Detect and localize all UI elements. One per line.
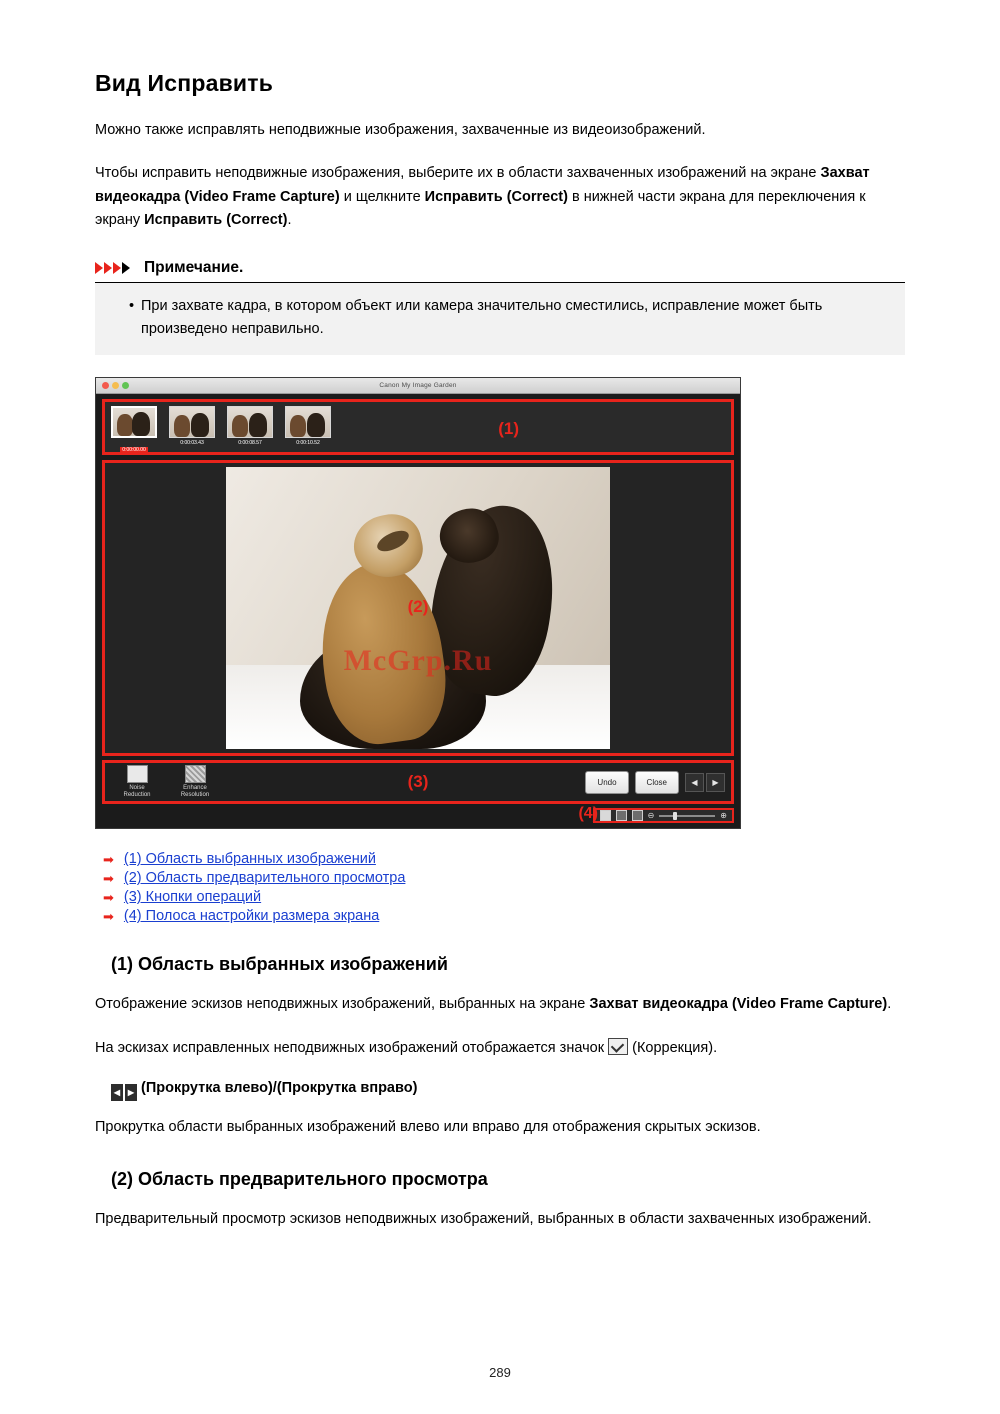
- app-window: [95, 377, 741, 829]
- callout-4: (4): [578, 805, 598, 823]
- enhance-resolution-label-line1: Enhance: [183, 784, 207, 791]
- page-number: 289: [489, 1365, 511, 1380]
- section-1-paragraph-2: [95, 1037, 905, 1060]
- note-title: Примечание.: [144, 258, 244, 276]
- correction-icon: [608, 1038, 628, 1055]
- thumbnail-timecode: 0:00:08.57: [238, 440, 262, 447]
- scroll-buttons-heading: [111, 1080, 905, 1101]
- noise-reduction-label-line2: Reduction: [123, 792, 151, 799]
- callout-3: (3): [407, 772, 429, 792]
- operation-right-group: [585, 771, 725, 794]
- link-row[interactable]: [103, 870, 905, 886]
- scroll-description: Прокрутка области выбранных изображений влево или вправо для отображения скрытых эскизов.: [95, 1118, 761, 1135]
- note-header: [95, 259, 905, 283]
- close-button[interactable]: Close: [635, 771, 679, 794]
- link-preview-area[interactable]: (2) Область предварительного просмотра: [123, 870, 406, 887]
- thumbnail-item[interactable]: [227, 406, 273, 446]
- selected-images-area[interactable]: [102, 399, 734, 455]
- whole-image-view-icon[interactable]: [600, 810, 611, 821]
- zoom-slider[interactable]: [659, 815, 715, 817]
- link-row[interactable]: [103, 889, 905, 905]
- scroll-left-right-icons: [111, 1084, 137, 1101]
- page-title: Вид Исправить: [95, 70, 274, 96]
- scroll-heading-text: (Прокрутка влево)/(Прокрутка вправо): [141, 1080, 418, 1097]
- enhance-resolution-label-line2: Resolution: [180, 792, 210, 799]
- callout-2: (2): [407, 596, 429, 616]
- noise-reduction-icon: [127, 765, 148, 783]
- link-operation-buttons[interactable]: (3) Кнопки операций: [123, 889, 262, 906]
- callout-1: (1): [498, 419, 519, 439]
- section-1-paragraph-1: [95, 993, 905, 1016]
- thumbnail-image: [111, 406, 157, 438]
- s1-p1-part-c: .: [887, 996, 892, 1013]
- zoom-slider-knob[interactable]: [673, 812, 677, 820]
- undo-button[interactable]: Undo: [585, 771, 628, 794]
- preview-area: [102, 460, 734, 756]
- section-1-heading: (1) Область выбранных изображений: [111, 954, 448, 975]
- intro-p2-part-e: в нижней части экрана для переключения к экрану: [95, 188, 866, 229]
- zoom-out-icon[interactable]: ⊖: [647, 810, 655, 820]
- section-2-paragraph-1: Предварительный просмотр эскизов неподвижных изображений, выбранных в области захваченных изображений.: [95, 1211, 872, 1228]
- intro-p2-part-g: .: [287, 212, 292, 229]
- intro-p2-bold-1: Захват видеокадра (Video Frame Capture): [95, 165, 870, 205]
- intro-paragraph-2: [95, 162, 905, 232]
- arrow-bullet-icon: ➡: [103, 870, 114, 886]
- thumbnail-timecode: 0:00:00.00: [122, 447, 146, 454]
- noise-reduction-button[interactable]: [111, 765, 163, 800]
- intro-p2-bold-2: Исправить (Correct): [424, 188, 568, 205]
- split-view-icon[interactable]: [616, 810, 627, 821]
- link-row[interactable]: [103, 908, 905, 924]
- scroll-buttons[interactable]: [685, 773, 725, 792]
- s1-p2-part-b: (Коррекция).: [628, 1039, 718, 1056]
- thumbnail-image: [285, 406, 331, 438]
- arrow-bullet-icon: ➡: [103, 851, 114, 867]
- link-row[interactable]: [103, 851, 905, 867]
- thumbnail-timecode: 0:00:10.52: [296, 440, 320, 447]
- enhance-resolution-icon: [185, 765, 206, 783]
- scroll-right-icon: ▶: [125, 1084, 137, 1101]
- thumbnail-image: [227, 406, 273, 438]
- watermark: McGrp.Ru: [343, 643, 493, 677]
- thumbnail-item[interactable]: [285, 406, 331, 446]
- operation-buttons-area: [102, 760, 734, 804]
- scroll-left-icon[interactable]: ◀: [685, 773, 704, 792]
- zoom-in-icon[interactable]: ⊕: [720, 810, 727, 820]
- thumbnail-item[interactable]: [169, 406, 215, 446]
- display-size-slider-bar[interactable]: [593, 808, 734, 823]
- arrow-bullet-icon: ➡: [103, 889, 114, 905]
- thumbnail-timecode: 0:00:03.43: [180, 440, 204, 447]
- anchor-link-list: [95, 851, 905, 924]
- window-title: Canon My Image Garden: [379, 382, 457, 390]
- note-list: [111, 295, 889, 341]
- thumbnail-item[interactable]: [111, 406, 157, 456]
- intro-p2-bold-3: Исправить (Correct): [144, 212, 288, 229]
- fit-to-window-icon[interactable]: [632, 810, 643, 821]
- intro-p2-part-a: Чтобы исправить неподвижные изображения, выберите их в области захваченных изображений на экране: [95, 165, 821, 182]
- intro-p2-part-c: и щелкните: [339, 188, 425, 205]
- link-selected-images-area[interactable]: (1) Область выбранных изображений: [123, 851, 376, 868]
- arrow-bullet-icon: ➡: [103, 908, 114, 924]
- noise-reduction-label-line1: Noise: [129, 784, 145, 791]
- s1-p1-bold: Захват видеокадра (Video Frame Capture): [589, 996, 888, 1013]
- application-screenshot: [95, 377, 741, 829]
- display-size-row: [102, 807, 734, 824]
- note-body: [95, 283, 905, 355]
- note-arrows-icon: [95, 261, 135, 275]
- link-display-size-bar[interactable]: (4) Полоса настройки размера экрана: [123, 908, 380, 925]
- enhance-resolution-button[interactable]: [169, 765, 221, 800]
- intro-paragraph-1: Можно также исправлять неподвижные изображения, захваченные из видеоизображений.: [95, 122, 706, 138]
- scroll-right-icon[interactable]: ▶: [706, 773, 725, 792]
- s1-p1-part-a: Отображение эскизов неподвижных изображений, выбранных на экране: [95, 996, 590, 1013]
- scroll-left-icon: ◀: [111, 1084, 123, 1101]
- window-titlebar: [96, 378, 740, 394]
- s1-p2-part-a: На эскизах исправленных неподвижных изображений отображается значок: [95, 1039, 609, 1056]
- section-2-heading: (2) Область предварительного просмотра: [111, 1169, 488, 1190]
- note-list-item: • При захвате кадра, в котором объект или камера значительно сместились, исправление может быть произведено неправильно.: [129, 295, 889, 341]
- thumbnail-image: [169, 406, 215, 438]
